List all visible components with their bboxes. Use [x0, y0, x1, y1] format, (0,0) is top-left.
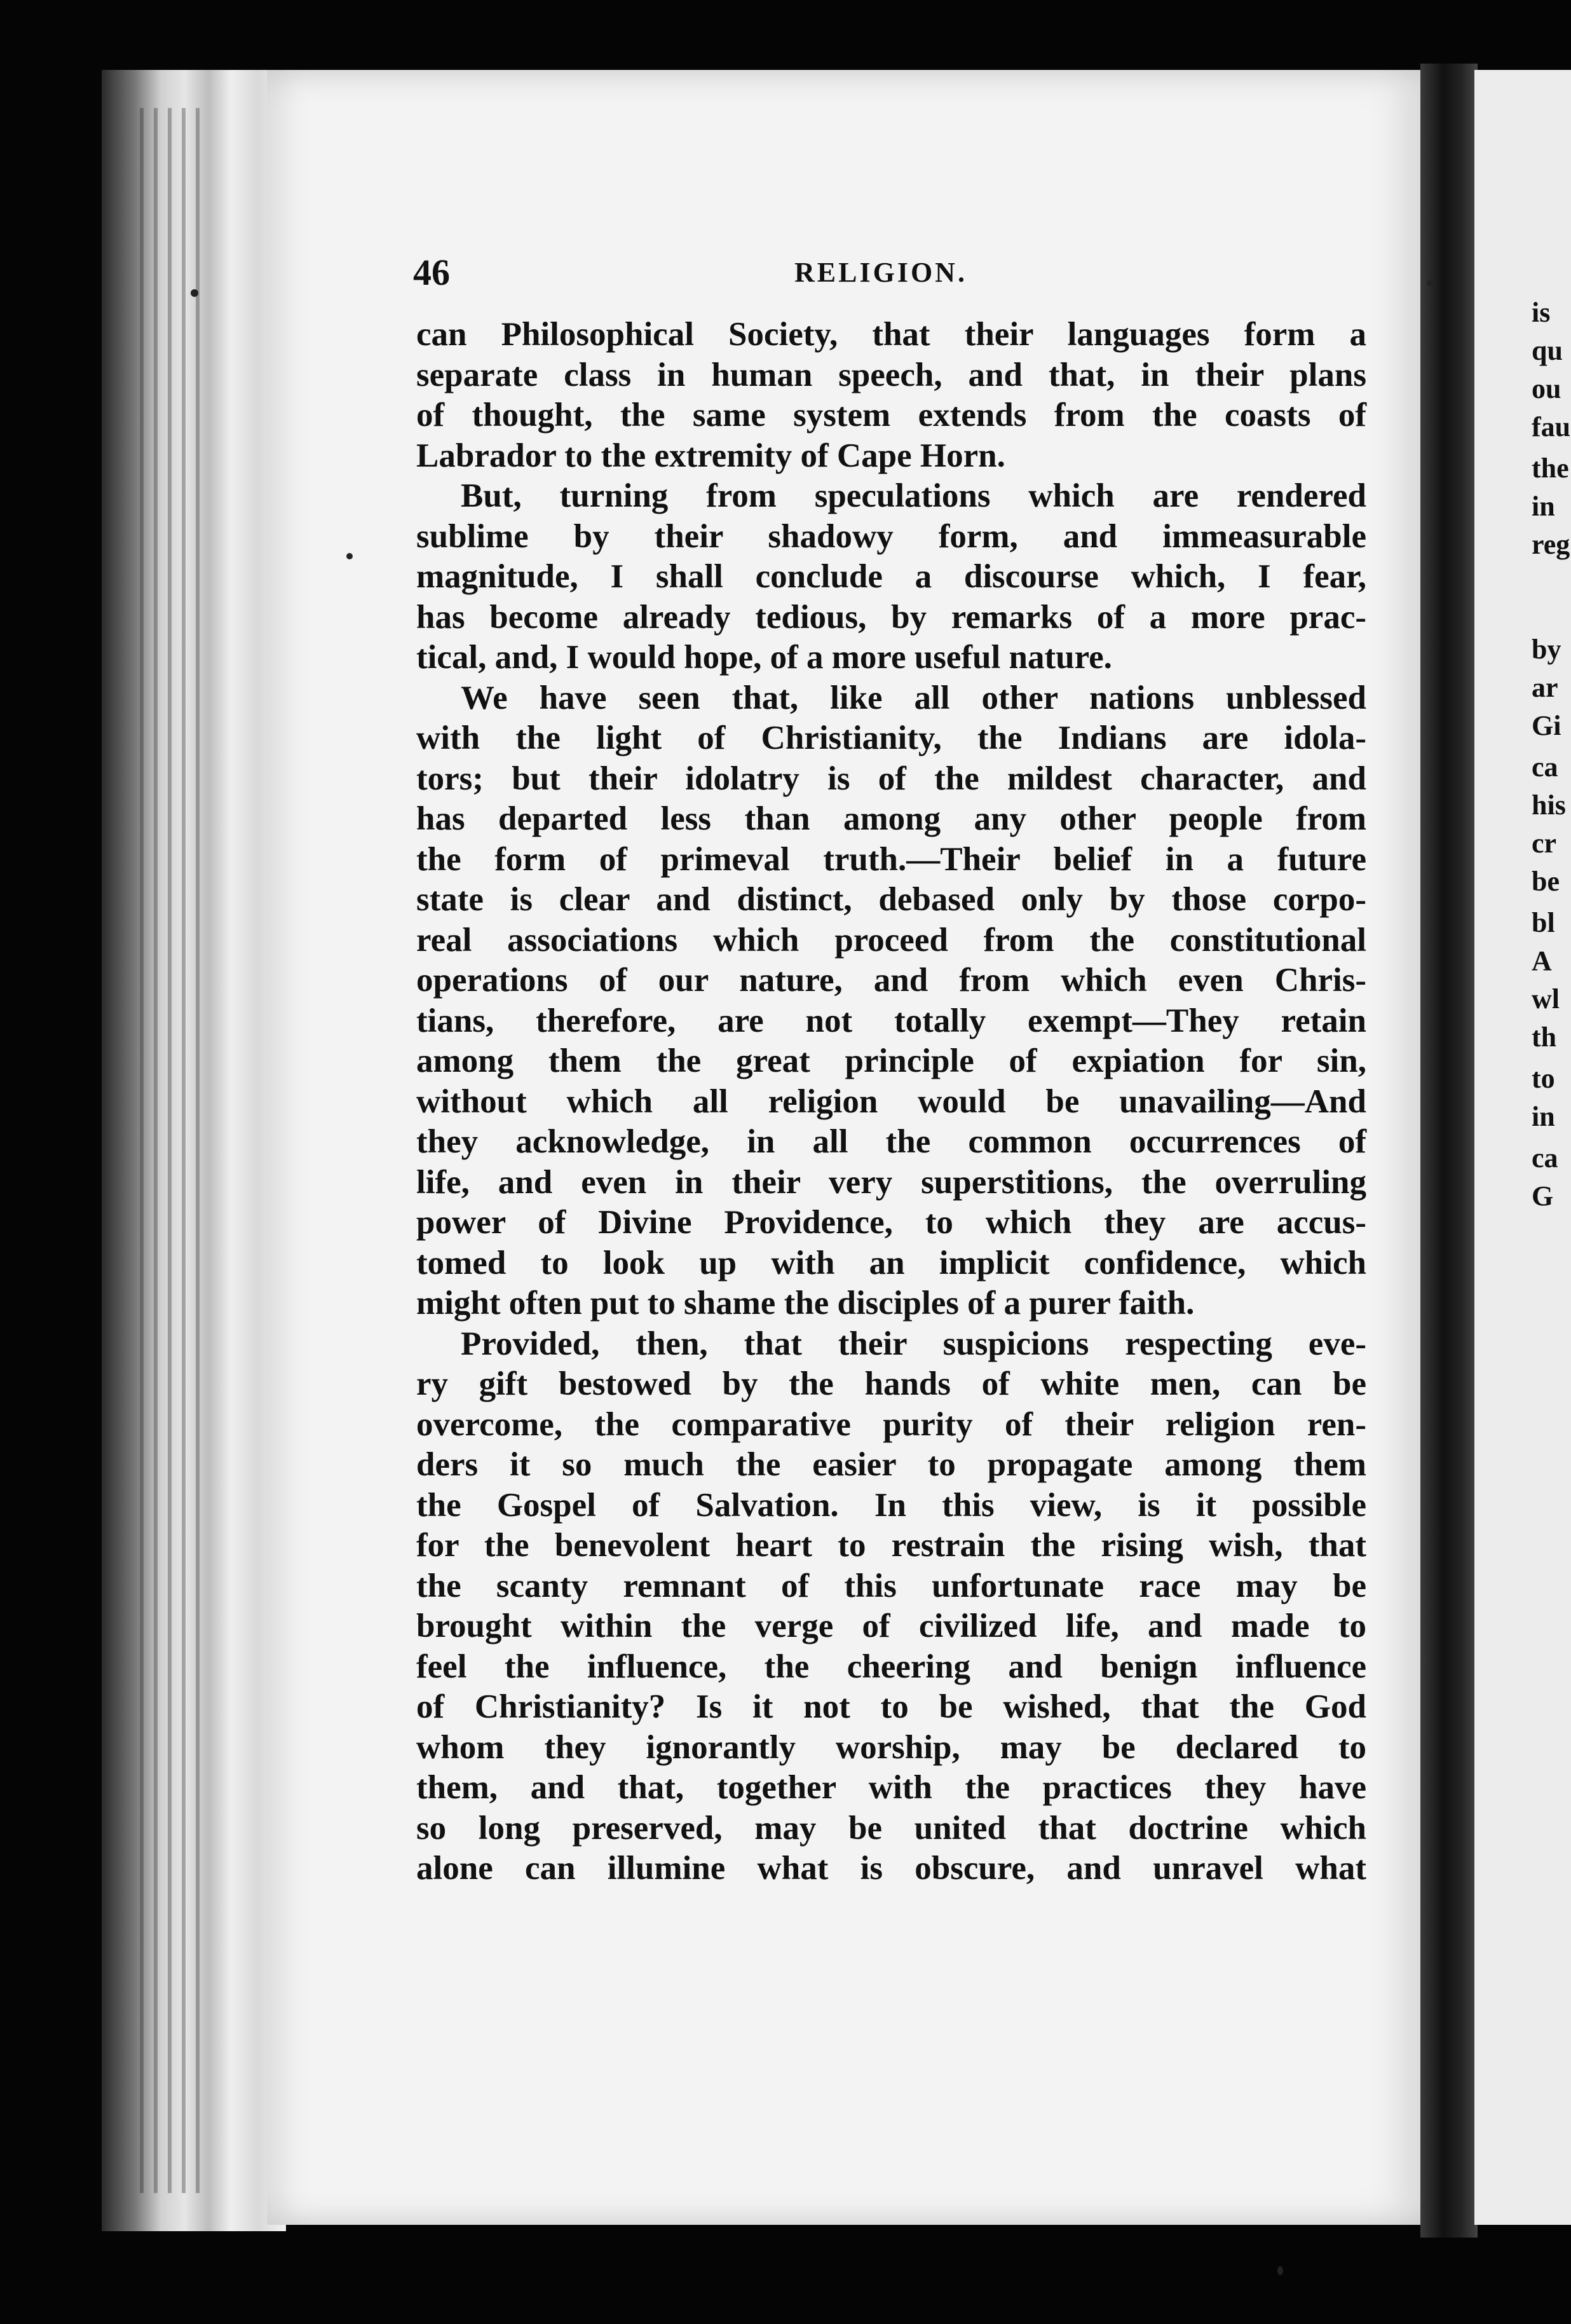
- page-edges: [102, 70, 286, 2231]
- facing-page-fragment: in: [1532, 1101, 1555, 1132]
- text-line: they acknowledge, in all the common occurrences of: [416, 1123, 1366, 1160]
- facing-page-fragment: ou: [1532, 373, 1561, 404]
- facing-page-fragment: qu: [1532, 335, 1563, 366]
- text-line: alone can illumine what is obscure, and unravel what: [416, 1850, 1366, 1887]
- text-line: But, turning from speculations which are rendered: [461, 477, 1366, 514]
- page-number: 46: [413, 252, 450, 293]
- facing-page-fragment: th: [1532, 1022, 1557, 1053]
- running-head-title: RELIGION.: [794, 257, 967, 288]
- facing-page-fragment: ca: [1532, 751, 1558, 783]
- text-line: so long preserved, may be united that doctrine which: [416, 1809, 1366, 1847]
- text-line: might often put to shame the disciples of a purer faith.: [416, 1285, 1195, 1322]
- facing-page: [1474, 70, 1571, 2225]
- facing-page-fragment: ca: [1532, 1142, 1558, 1173]
- text-line: magnitude, I shall conclude a discourse which, I fear,: [416, 558, 1366, 595]
- facing-page-fragment: his: [1532, 789, 1566, 821]
- facing-page-fragment: bl: [1532, 907, 1555, 938]
- ink-speck: [1277, 2266, 1283, 2275]
- facing-page-fragment: in: [1532, 491, 1555, 522]
- text-line: tors; but their idolatry is of the mildest character, and: [416, 760, 1366, 797]
- text-line: for the benevolent heart to restrain the rising wish, that: [416, 1527, 1366, 1564]
- facing-page-fragment: ar: [1532, 672, 1558, 703]
- facing-page-fragment: is: [1532, 297, 1551, 328]
- text-line: separate class in human speech, and that, in their plans: [416, 356, 1366, 393]
- text-line: sublime by their shadowy form, and immeasurable: [416, 517, 1366, 555]
- facing-page-fragment: Gi: [1532, 710, 1561, 741]
- text-line: ders it so much the easier to propagate among them: [416, 1446, 1366, 1483]
- ink-speck: [191, 289, 198, 297]
- ink-speck: [1427, 280, 1433, 286]
- facing-page-fragment: cr: [1532, 828, 1557, 859]
- text-line: has departed less than among any other people from: [416, 800, 1366, 837]
- text-line: whom they ignorantly worship, may be declared to: [416, 1728, 1366, 1766]
- facing-page-fragment: reg: [1532, 529, 1570, 560]
- text-line: among them the great principle of expiation for sin,: [416, 1042, 1366, 1079]
- text-line: state is clear and distinct, debased only by those corpo-: [416, 881, 1366, 918]
- facing-page-fragment: fau: [1532, 411, 1571, 442]
- text-line: can Philosophical Society, that their languages form a: [416, 316, 1366, 353]
- text-line: operations of our nature, and from which even Chris-: [416, 962, 1366, 999]
- text-line: with the light of Christianity, the Indians are idola-: [416, 720, 1366, 756]
- text-line: them, and that, together with the practices they have: [416, 1769, 1366, 1806]
- text-line: has become already tedious, by remarks of a more prac-: [416, 598, 1366, 636]
- facing-page-fragment: the: [1532, 453, 1569, 484]
- text-line: ry gift bestowed by the hands of white men, can be: [416, 1365, 1366, 1402]
- facing-page-fragment: wl: [1532, 983, 1560, 1015]
- text-line: Labrador to the extremity of Cape Horn.: [416, 437, 1005, 474]
- book-gutter: [1420, 64, 1478, 2238]
- text-line: We have seen that, like all other nations unblessed: [461, 679, 1366, 716]
- facing-page-fragment: to: [1532, 1063, 1555, 1094]
- text-line: power of Divine Providence, to which they are accus-: [416, 1204, 1366, 1241]
- text-line: Provided, then, that their suspicions respecting eve-: [461, 1325, 1366, 1362]
- text-line: feel the influence, the cheering and benign influence: [416, 1648, 1366, 1685]
- text-line: the form of primeval truth.—Their belief in a future: [416, 840, 1366, 878]
- body-text: [416, 315, 1366, 1889]
- text-line: of thought, the same system extends from the coasts of: [416, 397, 1366, 434]
- text-line: tians, therefore, are not totally exempt—They retain: [416, 1002, 1366, 1039]
- text-line: brought within the verge of civilized life, and made to: [416, 1608, 1366, 1644]
- facing-page-fragment: G: [1532, 1180, 1554, 1212]
- text-line: of Christianity? Is it not to be wished, that the God: [416, 1688, 1366, 1725]
- ink-speck: [346, 553, 353, 559]
- text-line: overcome, the comparative purity of their religion ren-: [416, 1405, 1366, 1443]
- facing-page-fragment: A: [1532, 945, 1552, 976]
- text-line: without which all religion would be unavailing—And: [416, 1083, 1366, 1120]
- facing-page-fragment: be: [1532, 866, 1560, 897]
- text-line: tical, and, I would hope, of a more useful nature.: [416, 639, 1112, 676]
- text-line: real associations which proceed from the constitutional: [416, 921, 1366, 959]
- text-line: tomed to look up with an implicit confidence, which: [416, 1244, 1366, 1282]
- text-line: life, and even in their very superstitions, the overruling: [416, 1163, 1366, 1201]
- text-line: the scanty remnant of this unfortunate race may be: [416, 1567, 1366, 1604]
- running-head: [413, 251, 1354, 296]
- text-line: the Gospel of Salvation. In this view, is it possible: [416, 1486, 1366, 1524]
- facing-page-fragment: by: [1532, 634, 1561, 665]
